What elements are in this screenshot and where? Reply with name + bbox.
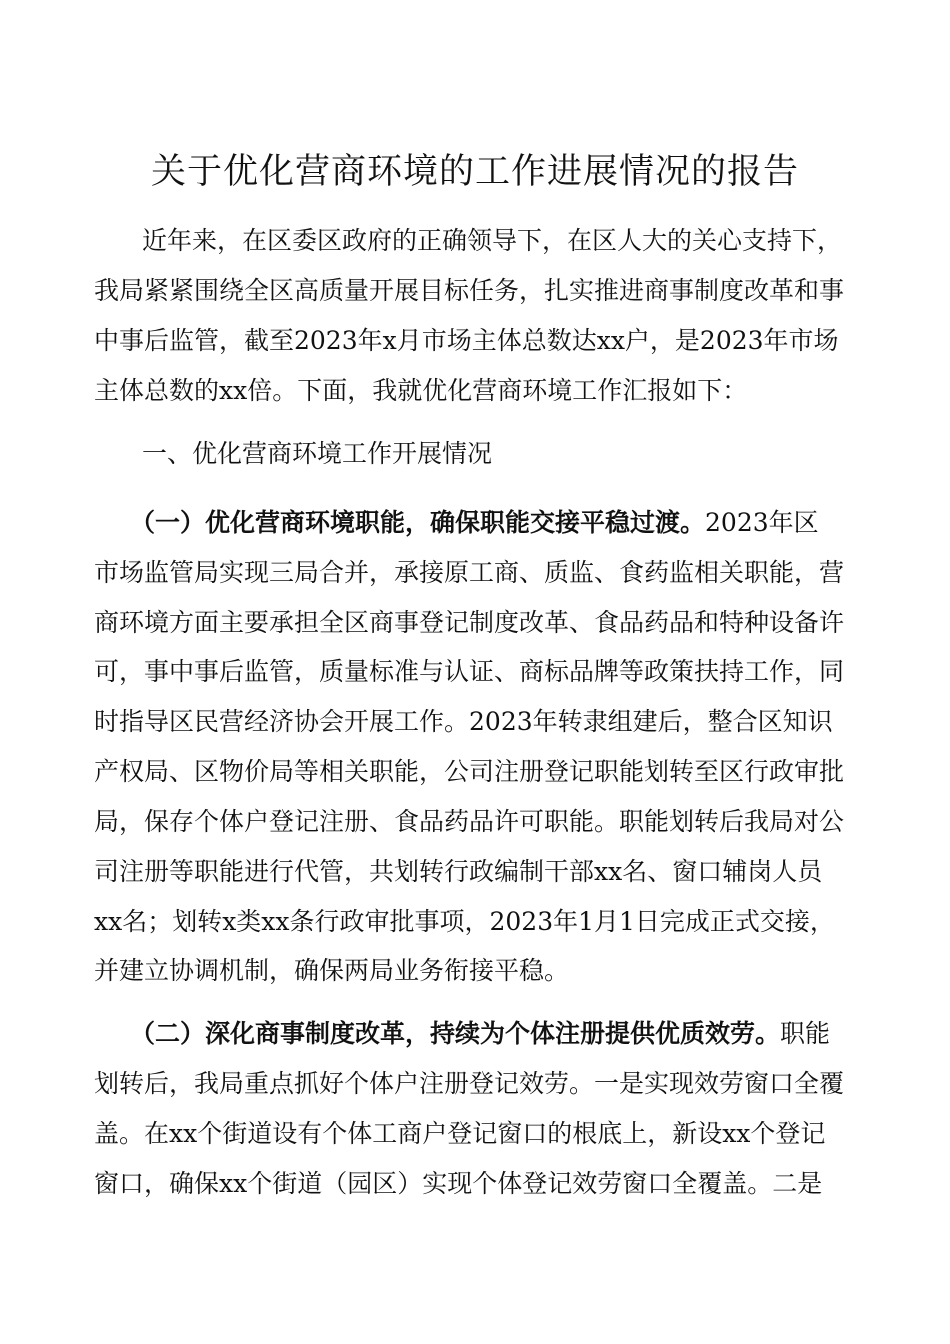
paragraph-line: 局，保存个体户登记注册、食品药品许可职能。职能划转后我局对公 [94,807,845,836]
intro-line: 中事后监管，截至2023年x月市场主体总数达xx户，是2023年市场 [94,326,839,355]
subsection-2-first-line [130,1017,830,1051]
subsection-2-text: 职能 [780,1019,831,1048]
paragraph-line: 市场监管局实现三局合并，承接原工商、质监、食药监相关职能，营 [94,558,845,587]
paragraph-line: 时指导区民营经济协会开展工作。2023年转隶组建后，整合区知识 [94,707,833,736]
intro-line: 主体总数的xx倍。下面，我就优化营商环境工作汇报如下： [94,376,748,405]
paragraph-line: 司注册等职能进行代管，共划转行政编制干部xx名、窗口辅岗人员 [94,857,823,886]
subsection-1-heading: （一）优化营商环境职能，确保职能交接平稳过渡。 [130,508,706,537]
section-heading: 一、优化营商环境工作开展情况 [142,439,493,468]
paragraph-line: 产权局、区物价局等相关职能，公司注册登记职能划转至区行政审批 [94,757,845,786]
paragraph-line: xx名；划转x类xx条行政审批事项，2023年1月1日完成正式交接， [94,907,835,936]
paragraph-line: 盖。在xx个街道设有个体工商户登记窗口的根底上，新设xx个登记 [94,1119,826,1148]
document-title: 关于优化营商环境的工作进展情况的报告 [150,152,799,192]
paragraph-line: 并建立协调机制，确保两局业务衔接平稳。 [94,956,570,985]
paragraph-line: 窗口，确保xx个街道（园区）实现个体登记效劳窗口全覆盖。二是 [94,1169,823,1198]
subsection-2-heading: （二）深化商事制度改革，持续为个体注册提供优质效劳。 [130,1019,781,1048]
paragraph-line: 商环境方面主要承担全区商事登记制度改革、食品药品和特种设备许 [94,608,845,637]
intro-line: 我局紧紧围绕全区高质量开展目标任务，扎实推进商事制度改革和事 [94,276,845,305]
subsection-1-text: 2023年区 [705,508,819,537]
subsection-1-first-line [130,506,819,540]
intro-line: 近年来，在区委区政府的正确领导下，在区人大的关心支持下， [142,226,843,255]
paragraph-line: 可，事中事后监管，质量标准与认证、商标品牌等政策扶持工作，同 [94,657,845,686]
paragraph-line: 划转后，我局重点抓好个体户注册登记效劳。一是实现效劳窗口全覆 [94,1069,845,1098]
